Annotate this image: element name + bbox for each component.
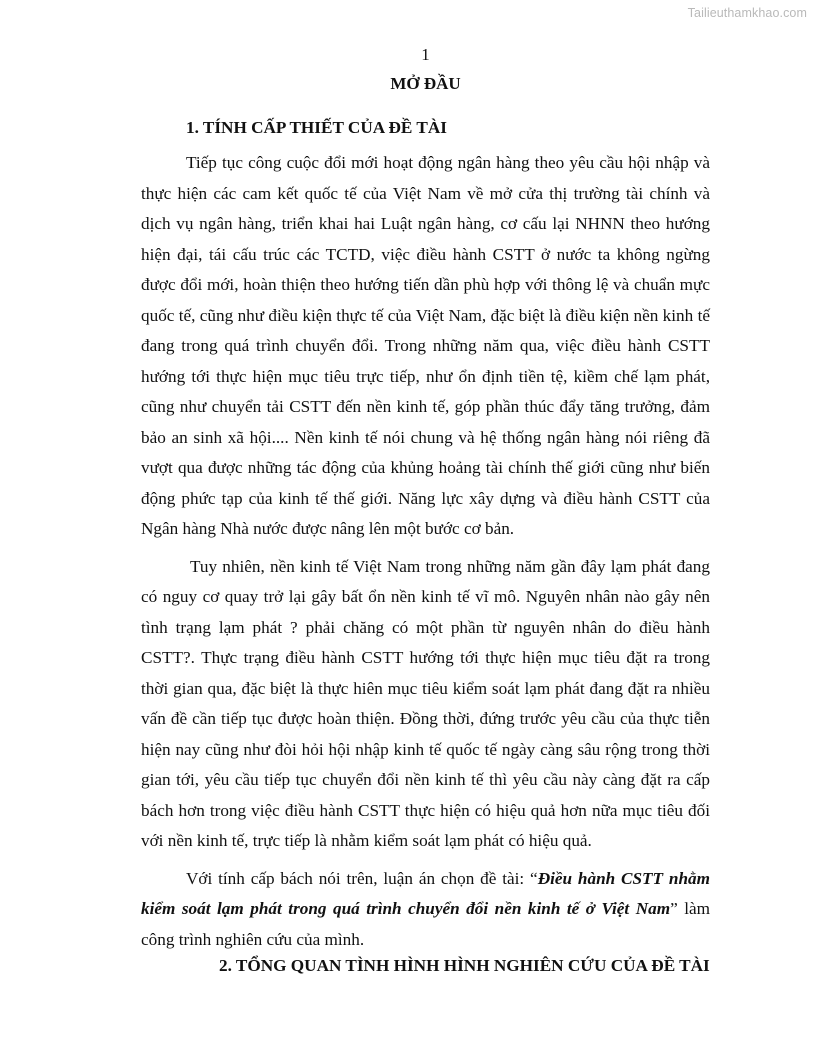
section-heading-1: 1. TÍNH CẤP THIẾT CỦA ĐỀ TÀI <box>186 118 447 137</box>
page-number: 1 <box>421 45 430 64</box>
paragraph-2: Tuy nhiên, nền kinh tế Việt Nam trong những năm gần đây lạm phát đang có nguy cơ quay trở lại gây bất ổn nền kinh tế vĩ mô. Nguyên nhân nào gây nên tình trạng lạm phát ? phải chăng có một phần từ nguyên nhân do điều hành CSTT?. Thực trạng điều hành CSTT hướng tới thực hiện mục tiêu đặt ra trong thời gian qua, đặc biệt là thực hiên mục tiêu kiểm soát lạm phát đang đặt ra nhiều vấn đề cần tiếp tục được hoàn thiện. Đồng thời, đứng trước yêu cầu của thực tiễn hiện nay cũng như đòi hỏi hội nhập kinh tế quốc tế ngày càng sâu rộng trong thời gian tới, yêu cầu tiếp tục chuyển đổi nền kinh tế thì yêu cầu này càng đặt ra cấp bách hơn trong việc điều hành CSTT thực hiện có hiệu quả hơn nữa mục tiêu đối với nền kinh tế, trực tiếp là nhằm kiểm soát lạm phát có hiệu quả. <box>141 556 710 850</box>
paragraph-3-lead: Với tính cấp bách nói trên, luận án chọn đề tài: “ <box>186 868 538 888</box>
thesis-title-emphasis: Điều hành CSTT nhằm kiểm soát lạm phát trong quá trình chuyển đổi nền kinh tế ở Việt Nam <box>141 868 710 918</box>
section-heading-2: 2. TỔNG QUAN TÌNH HÌNH HÌNH NGHIÊN CỨU CỦA ĐỀ TÀI <box>219 956 710 975</box>
watermark: Tailieuthamkhao.com <box>687 6 807 20</box>
paragraph-1: Tiếp tục công cuộc đổi mới hoạt động ngân hàng theo yêu cầu hội nhập và thực hiện các cam kết quốc tế của Việt Nam về mở cửa thị trường tài chính và dịch vụ ngân hàng, triển khai hai Luật ngân hàng, cơ cấu lại NHNN theo hướng hiện đại, tái cấu trúc các TCTD, việc điều hành CSTT ở nước ta không ngừng được đổi mới, hoàn thiện theo hướng tiến dần phù hợp với thông lệ và chuẩn mực quốc tế, cũng như điều kiện thực tế của Việt Nam, đặc biệt là điều kiện nền kinh tế đang trong quá trình chuyển đổi. Trong những năm qua, việc điều hành CSTT hướng tới thực hiện mục tiêu trực tiếp, như ổn định tiền tệ, kiềm chế lạm phát, cũng như chuyển tải CSTT đến nền kinh tế, góp phần thúc đẩy tăng trưởng, đảm bảo an sinh xã hội.... Nền kinh tế nói chung và hệ thống ngân hàng nói riêng đã vượt qua được những tác động của khủng hoảng tài chính thế giới cũng như biến động phức tạp của kinh tế thế giới. Năng lực xây dựng và điều hành CSTT của Ngân hàng Nhà nước được nâng lên một bước cơ bản. <box>141 153 710 538</box>
paragraph-3 <box>141 864 710 956</box>
chapter-title: MỞ ĐẦU <box>390 74 461 93</box>
paragraph-3-tail: ” làm công trình nghiên cứu của mình. <box>141 899 710 949</box>
section-1-body <box>141 148 710 955</box>
